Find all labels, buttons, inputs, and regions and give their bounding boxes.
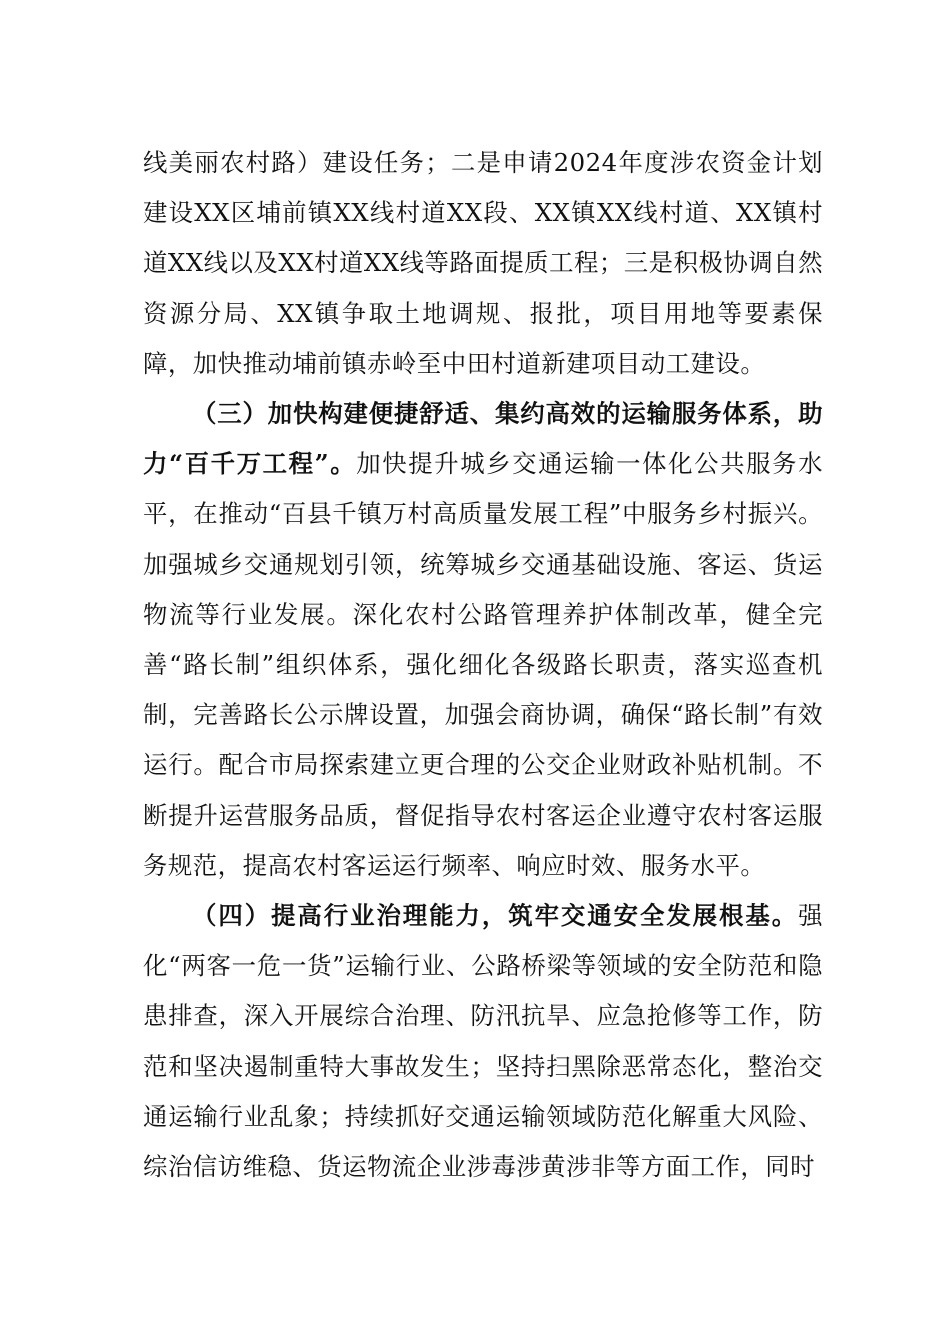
section-heading: （三）加快构建便捷舒适、集约高效的运输服务体系，助力“百千万工程”。 — [143, 399, 823, 479]
paragraph-text: 强化“两客一危一货”运输行业、公路桥梁等领域的安全防范和隐患排查，深入开展综合治理、防汛抗旱、应急抢修等工作，防范和坚决遏制重特大事故发生；坚持扫黑除恶常态化，整治交通运输行业乱象；持续抓好交通运输领域防范化解重大风险、综治信访维稳、货运物流企业涉毒涉黄涉非等方面工作，同时 — [143, 901, 823, 1182]
paragraph-section-3 — [143, 389, 823, 891]
paragraph-section-4 — [143, 891, 823, 1192]
document-body — [143, 138, 823, 1192]
paragraph-text: 加快提升城乡交通运输一体化公共服务水平，在推动“百县千镇万村高质量发展工程”中服务乡村振兴。加强城乡交通规划引领，统筹城乡交通基础设施、客运、货运物流等行业发展。深化农村公路管理养护体制改革，健全完善“路长制”组织体系，强化细化各级路长职责，落实巡查机制，完善路长公示牌设置，加强会商协调，确保“路长制”有效运行。配合市局探索建立更合理的公交企业财政补贴机制。不断提升运营服务品质，督促指导农村客运企业遵守农村客运服务规范，提高农村客运运行频率、响应时效、服务水平。 — [143, 449, 823, 880]
paragraph-text: 线美丽农村路）建设任务；二是申请2024年度涉农资金计划建设XX区埔前镇XX线村道XX段、XX镇XX线村道、XX镇村道XX线以及XX村道XX线等路面提质工程；三是积极协调自然资源分局、XX镇争取土地调规、报批，项目用地等要素保障，加快推动埔前镇赤岭至中田村道新建项目动工建设。 — [143, 148, 823, 378]
paragraph-continuation — [143, 138, 823, 389]
section-heading: （四）提高行业治理能力，筑牢交通安全发展根基。 — [192, 901, 799, 931]
